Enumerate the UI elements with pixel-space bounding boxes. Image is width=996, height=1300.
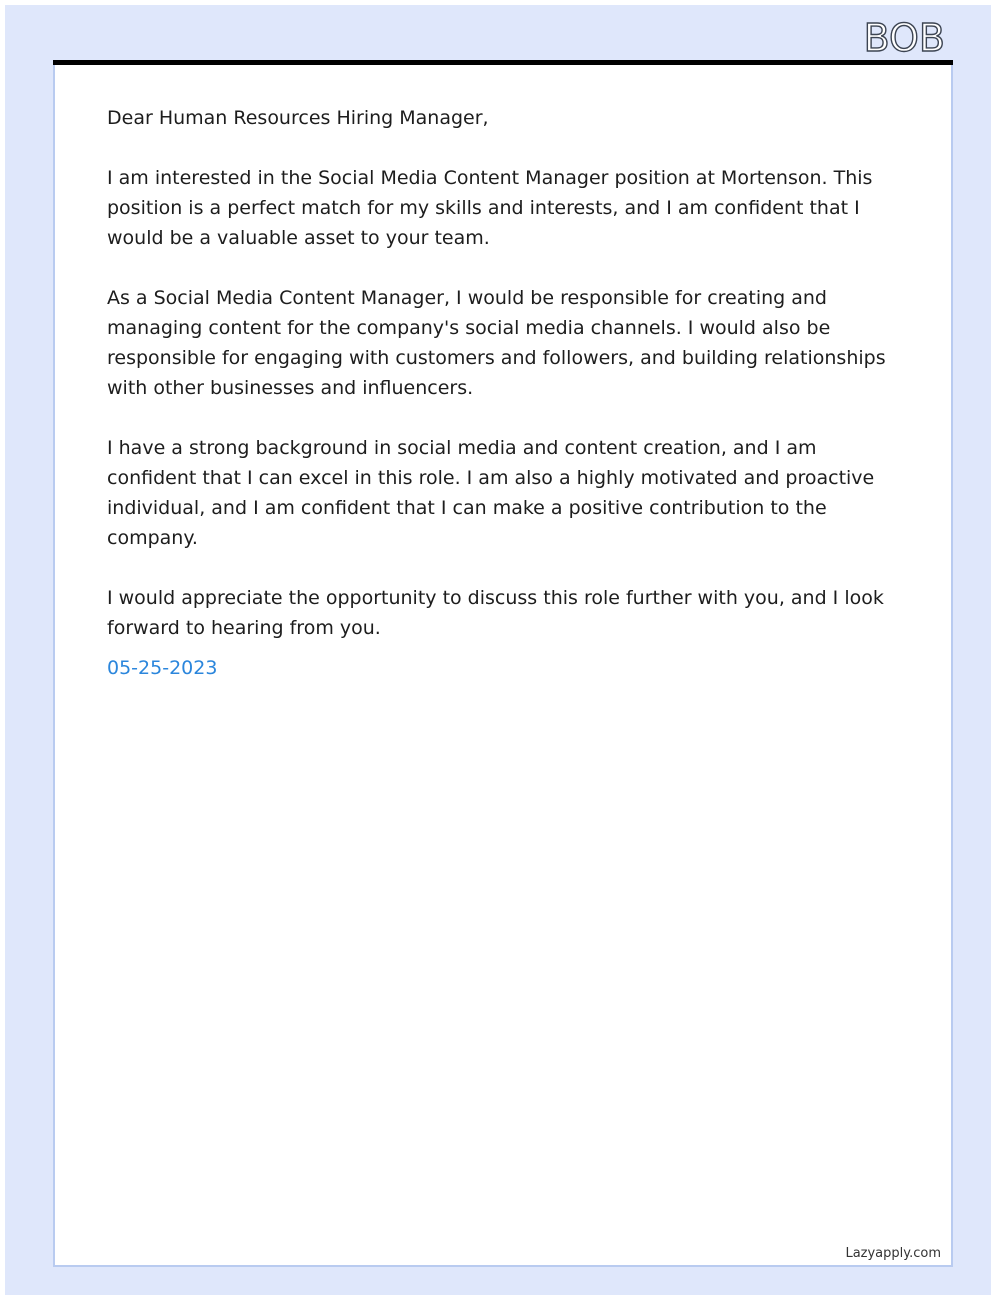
cover-letter-body bbox=[107, 103, 907, 683]
paragraph-1: I am interested in the Social Media Content Manager position at Mortenson. This position is a perfect match for my skills and interests, and I am confident that I would be a valuable asset to your team. bbox=[107, 167, 873, 249]
brand-logo: BOB bbox=[863, 16, 945, 60]
paragraph-4: I would appreciate the opportunity to discuss this role further with you, and I look forward to hearing from you. bbox=[107, 587, 884, 639]
letter-date: 05-25-2023 bbox=[107, 657, 218, 679]
salutation: Dear Human Resources Hiring Manager, bbox=[107, 107, 489, 129]
paragraph-2: As a Social Media Content Manager, I would be responsible for creating and managing content for the company's social media channels. I would also be responsible for engaging with customers and followers, and building relationships with other businesses and influencers. bbox=[107, 287, 886, 399]
paragraph-3: I have a strong background in social media and content creation, and I am confident that I can excel in this role. I am also a highly motivated and proactive individual, and I am confident that I can make a positive contribution to the company. bbox=[107, 437, 875, 549]
footer-brand: Lazyapply.com bbox=[845, 1246, 941, 1261]
letter-page bbox=[53, 65, 953, 1267]
page-background bbox=[5, 5, 991, 1295]
